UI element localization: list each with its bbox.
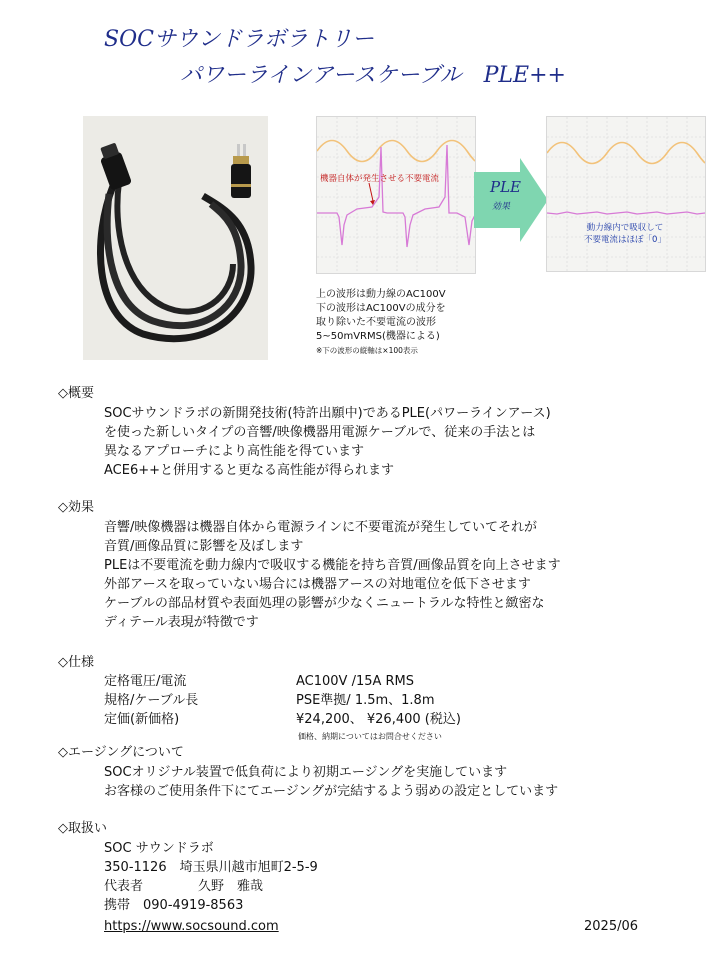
ac-waveform bbox=[547, 143, 705, 164]
caption-line: 上の波形は動力線のAC100V bbox=[316, 289, 446, 300]
noise-waveform bbox=[547, 212, 705, 214]
website-link[interactable]: https://www.socsound.com bbox=[104, 919, 279, 934]
overview-line: ACE6++と併用すると更なる高性能が得られます bbox=[104, 463, 395, 478]
effect-line: 音質/画像品質に影響を及ぼします bbox=[104, 539, 304, 554]
zero-current-callout-line-2: 不要電流はほぼ「0」 bbox=[584, 235, 666, 245]
overview-heading: ◇概要 bbox=[58, 386, 94, 401]
effect-line: ケーブルの部品材質や表面処理の影響が少なくニュートラルな特性と緻密な bbox=[104, 596, 545, 611]
overview-line: SOCサウンドラボの新開発技術(特許出願中)であるPLE(パワーラインアース) bbox=[104, 406, 551, 421]
effect-line: PLEは不要電流を動力線内で吸収する機能を持ち音質/画像品質を向上させます bbox=[104, 558, 561, 573]
contact-heading: ◇取扱い bbox=[58, 821, 107, 836]
contact-rep-label: 代表者 bbox=[104, 879, 144, 894]
spec-label: 定格電圧/電流 bbox=[104, 674, 187, 689]
spec-label: 定価(新価格) bbox=[104, 712, 180, 727]
contact-rep-name: 久野 雅哉 bbox=[198, 879, 264, 894]
caption-line: 下の波形はAC100Vの成分を bbox=[316, 303, 446, 314]
waveform-before-graph bbox=[317, 117, 475, 273]
title-line-1: SOCサウンドラボラトリー bbox=[104, 27, 374, 52]
figure-caption bbox=[316, 288, 446, 358]
title-line-2: パワーラインアースケーブル PLE++ bbox=[180, 63, 566, 88]
zero-current-callout bbox=[552, 222, 698, 246]
effect-label: 効果 bbox=[492, 202, 511, 212]
overview-line: を使った新しいタイプの音響/映像機器用電源ケーブルで、従来の手法とは bbox=[104, 425, 536, 440]
overview-line: 異なるアプローチにより高性能を得ています bbox=[104, 444, 365, 459]
unwanted-current-callout: 機器自体が発生させる不要電流 bbox=[320, 174, 440, 184]
effect-line: 音響/映像機器は機器自体から電源ラインに不要電流が発生していてそれが bbox=[104, 520, 537, 535]
aging-text bbox=[104, 763, 558, 801]
noise-waveform bbox=[317, 145, 475, 247]
aging-line: お客様のご使用条件下にてエージングが完結するよう弱めの設定としています bbox=[104, 784, 559, 799]
aging-heading: ◇エージングについて bbox=[58, 745, 184, 760]
effect-line: ディテール表現が特徴です bbox=[104, 615, 259, 630]
caption-note: ※下の波形の縦軸は×100表示 bbox=[316, 346, 418, 355]
effect-line: 外部アースを取っていない場合には機器アースの対地電位を低下させます bbox=[104, 577, 531, 592]
waveform-after-panel bbox=[546, 116, 706, 272]
waveform-after-graph bbox=[547, 117, 705, 271]
contact-mobile: 携帯 090-4919-8563 bbox=[104, 898, 244, 913]
spec-label: 規格/ケーブル長 bbox=[104, 693, 199, 708]
caption-line: 5~50mVRMS(機器による) bbox=[316, 331, 440, 342]
price-note: 価格、納期についてはお問合せください bbox=[298, 732, 442, 741]
zero-current-callout-line-1: 動力線内で吸収して bbox=[586, 223, 664, 233]
ac-waveform bbox=[317, 141, 475, 162]
contact-address: 350-1126 埼玉県川越市旭町2-5-9 bbox=[104, 860, 318, 875]
spec-value: AC100V /15A RMS bbox=[296, 674, 415, 689]
ple-effect-arrow bbox=[474, 158, 548, 242]
ple-label: PLE bbox=[490, 178, 522, 196]
overview-text bbox=[104, 404, 551, 480]
waveform-before-panel bbox=[316, 116, 476, 274]
product-photo bbox=[83, 116, 268, 360]
spec-heading: ◇仕様 bbox=[58, 655, 94, 670]
aging-line: SOCオリジナル装置で低負荷により初期エージングを実施しています bbox=[104, 765, 508, 780]
cable-image bbox=[83, 116, 268, 360]
contact-company: SOC サウンドラボ bbox=[104, 841, 214, 856]
effect-text bbox=[104, 518, 561, 632]
issue-date: 2025/06 bbox=[584, 919, 639, 934]
caption-line: 取り除いた不要電流の波形 bbox=[316, 317, 436, 328]
effect-heading: ◇効果 bbox=[58, 500, 94, 515]
spec-value: PSE準拠/ 1.5m、1.8m bbox=[296, 693, 435, 708]
spec-value: ¥24,200、 ¥26,400 (税込) bbox=[296, 712, 461, 727]
